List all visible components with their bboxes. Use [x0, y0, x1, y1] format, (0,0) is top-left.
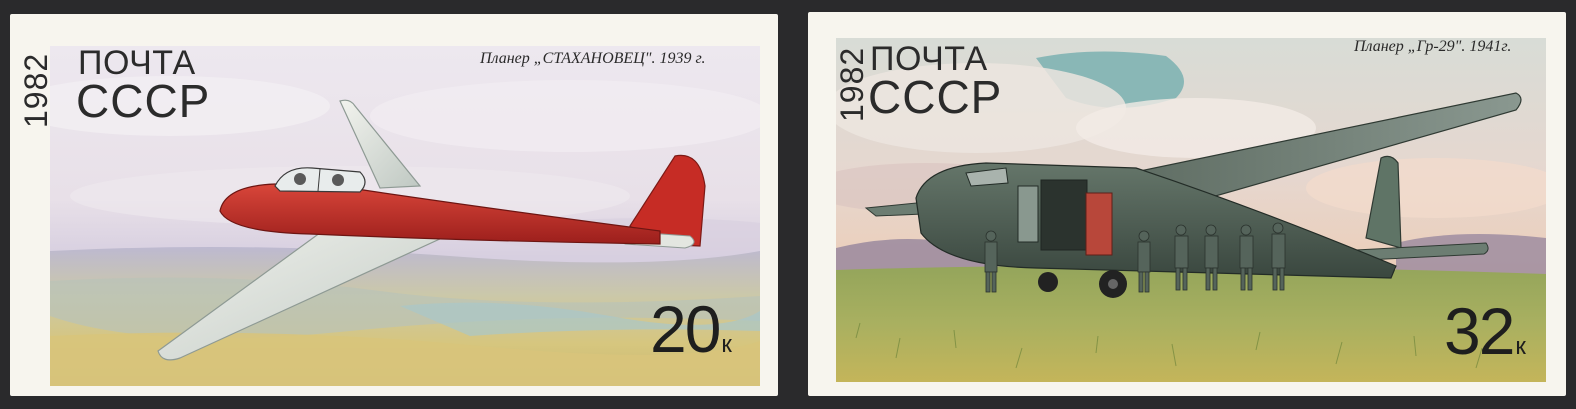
country-name: СССР: [868, 71, 1003, 123]
postal-label: ПОЧТА: [78, 44, 196, 82]
stamp-year: 1982: [834, 46, 870, 122]
postal-label: ПОЧТА: [870, 40, 988, 78]
country-name: СССР: [76, 75, 211, 127]
face-value-number: 20: [650, 292, 720, 366]
face-value-unit: к: [1515, 333, 1526, 360]
stamp-caption: Планер „Гр-29". 1941г.: [1354, 38, 1512, 55]
stamp-year: 1982: [18, 52, 54, 128]
face-value-number: 32: [1444, 294, 1514, 368]
stamp-caption: Планер „СТАХАНОВЕЦ". 1939 г.: [480, 50, 706, 67]
stamp-gr29: [808, 12, 1566, 396]
face-value: [1444, 294, 1526, 368]
face-value-unit: к: [721, 331, 732, 358]
stamp-stakhanovets: [10, 14, 778, 396]
face-value: [650, 292, 732, 366]
